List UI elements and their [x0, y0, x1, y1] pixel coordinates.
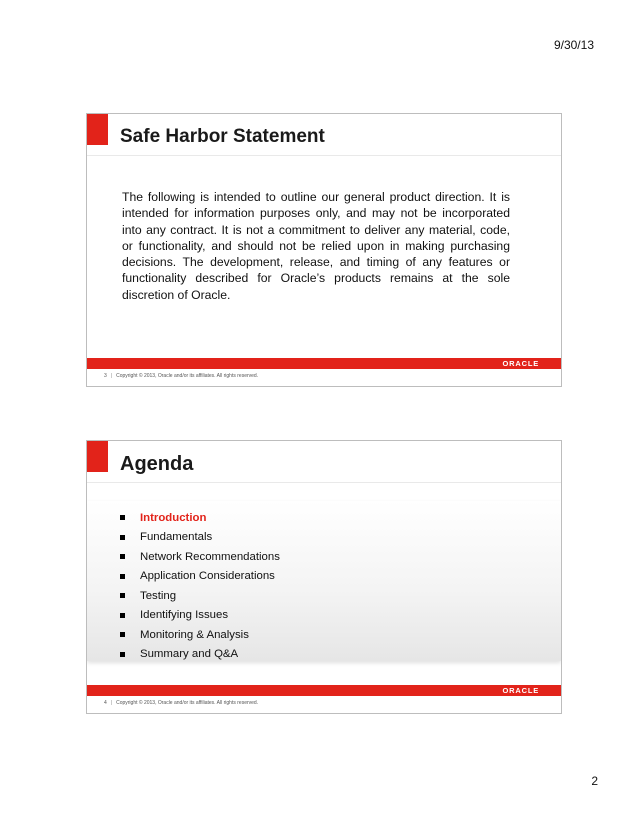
slide-footer [104, 700, 258, 706]
slide-title: Safe Harbor Statement [120, 126, 325, 147]
agenda-item-label: Summary and Q&A [140, 648, 239, 661]
oracle-logo: ORACLE [502, 358, 539, 368]
bullet-icon [120, 613, 125, 618]
slide-number: 3 [104, 373, 107, 379]
slide-title: Agenda [120, 453, 194, 475]
slide-number: 4 [104, 700, 107, 706]
bullet-icon [120, 554, 125, 559]
agenda-item [120, 567, 280, 587]
title-divider [87, 155, 561, 156]
agenda-list [120, 508, 280, 664]
agenda-item [120, 586, 280, 606]
footer-separator: | [110, 700, 113, 706]
title-divider [87, 482, 561, 483]
copyright-text: Copyright © 2013, Oracle and/or its affiliates. All rights reserved. [116, 373, 259, 379]
oracle-footer-bar [87, 358, 561, 369]
footer-separator: | [110, 373, 113, 379]
agenda-item-label: Fundamentals [140, 531, 213, 544]
copyright-text: Copyright © 2013, Oracle and/or its affiliates. All rights reserved. [116, 700, 259, 706]
bullet-icon [120, 593, 125, 598]
agenda-item [120, 645, 280, 665]
oracle-footer-bar [87, 685, 561, 696]
agenda-item [120, 508, 280, 528]
title-accent-block [87, 441, 108, 472]
safe-harbor-text: The following is intended to outline our general product direction. It is intended for information purposes only, and may not be incorporated into any contract. It is not a commitment to deliver any material, code, or functionality, and should not be relied upon in making purchasing decisions. The development, release, and timing of any features or functionality described for Oracle’s products remains at the sole discretion of Oracle. [122, 190, 510, 302]
oracle-logo: ORACLE [502, 685, 539, 695]
agenda-item-label: Network Recommendations [140, 550, 280, 563]
slide-agenda [86, 440, 562, 714]
bullet-icon [120, 574, 125, 579]
bullet-icon [120, 652, 125, 657]
page-date: 9/30/13 [553, 38, 594, 52]
slide-safe-harbor [86, 113, 562, 387]
bullet-icon [120, 515, 125, 520]
bullet-icon [120, 632, 125, 637]
agenda-item-label: Monitoring & Analysis [140, 628, 249, 641]
agenda-item-label: Testing [140, 589, 177, 602]
bullet-icon [120, 535, 125, 540]
agenda-item-label: Application Considerations [140, 570, 275, 583]
agenda-item [120, 625, 280, 645]
agenda-item [120, 528, 280, 548]
page-number: 2 [591, 774, 598, 788]
slide-footer [104, 373, 258, 379]
agenda-item-label: Introduction [140, 511, 207, 524]
title-accent-block [87, 114, 108, 145]
agenda-item-label: Identifying Issues [140, 609, 229, 622]
agenda-item [120, 606, 280, 626]
agenda-item [120, 547, 280, 567]
